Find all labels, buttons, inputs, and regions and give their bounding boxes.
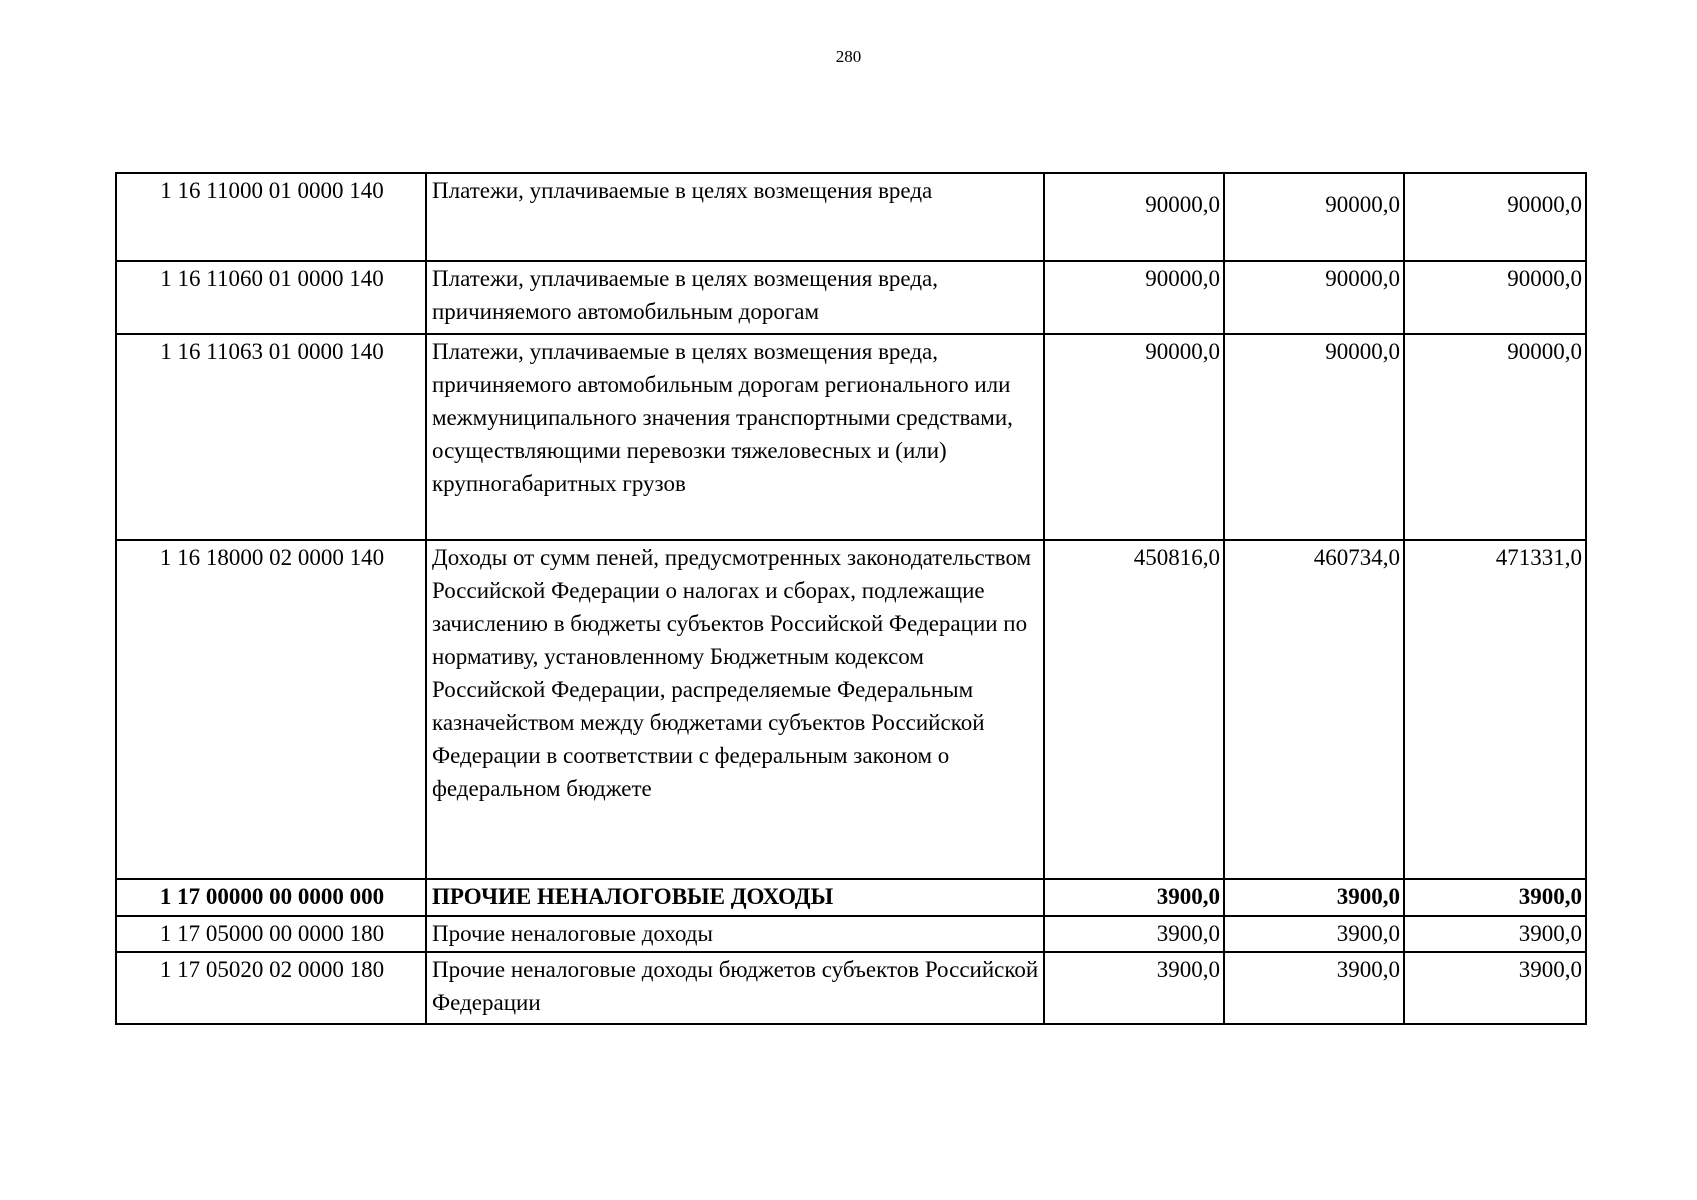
- item-name-cell: Платежи, уплачиваемые в целях возмещения вреда: [426, 173, 1044, 261]
- value-year-3-cell: 90000,0: [1404, 334, 1586, 540]
- table-row: [116, 261, 1586, 334]
- budget-code-cell: 1 17 05020 02 0000 180: [116, 952, 426, 1024]
- budget-code-cell: 1 16 11063 01 0000 140: [116, 334, 426, 540]
- item-name-cell: Платежи, уплачиваемые в целях возмещения вреда, причиняемого автомобильным дорогам регионального или межмуниципального значения транспортными средствами, осуществляющими перевозки тяжеловесных и (или) крупногабаритных грузов: [426, 334, 1044, 540]
- table-row: [116, 540, 1586, 879]
- budget-code-cell: 1 16 18000 02 0000 140: [116, 540, 426, 879]
- value-year-3-cell: 3900,0: [1404, 916, 1586, 952]
- budget-code-cell: 1 16 11000 01 0000 140: [116, 173, 426, 261]
- budget-revenue-table: [115, 172, 1587, 1025]
- item-name-cell: ПРОЧИЕ НЕНАЛОГОВЫЕ ДОХОДЫ: [426, 879, 1044, 916]
- value-year-2-cell: 3900,0: [1224, 916, 1404, 952]
- item-name-cell: Прочие неналоговые доходы: [426, 916, 1044, 952]
- value-year-2-cell: 3900,0: [1224, 952, 1404, 1024]
- value-year-1-cell: 3900,0: [1044, 952, 1224, 1024]
- item-name-cell: Прочие неналоговые доходы бюджетов субъектов Российской Федерации: [426, 952, 1044, 1024]
- budget-code-cell: 1 17 05000 00 0000 180: [116, 916, 426, 952]
- value-year-2-cell: 460734,0: [1224, 540, 1404, 879]
- table-row-section-total: [116, 879, 1586, 916]
- table-row: [116, 334, 1586, 540]
- value-year-2-cell: 90000,0: [1224, 173, 1404, 261]
- value-year-1-cell: 90000,0: [1044, 261, 1224, 334]
- value-year-3-cell: 90000,0: [1404, 173, 1586, 261]
- budget-code-cell: 1 17 00000 00 0000 000: [116, 879, 426, 916]
- value-year-2-cell: 90000,0: [1224, 261, 1404, 334]
- value-year-1-cell: 90000,0: [1044, 334, 1224, 540]
- value-year-1-cell: 90000,0: [1044, 173, 1224, 261]
- value-year-3-cell: 3900,0: [1404, 879, 1586, 916]
- value-year-2-cell: 90000,0: [1224, 334, 1404, 540]
- value-year-3-cell: 471331,0: [1404, 540, 1586, 879]
- budget-code-cell: 1 16 11060 01 0000 140: [116, 261, 426, 334]
- table-row: [116, 916, 1586, 952]
- item-name-cell: Доходы от сумм пеней, предусмотренных законодательством Российской Федерации о налогах и сборах, подлежащие зачислению в бюджеты субъектов Российской Федерации по нормативу, установленному Бюджетным кодексом Российской Федерации, распределяемые Федеральным казначейством между бюджетами субъектов Российской Федерации в соответствии с федеральным законом о федеральном бюджете: [426, 540, 1044, 879]
- value-year-3-cell: 3900,0: [1404, 952, 1586, 1024]
- value-year-1-cell: 3900,0: [1044, 916, 1224, 952]
- value-year-2-cell: 3900,0: [1224, 879, 1404, 916]
- table-row: [116, 173, 1586, 261]
- value-year-3-cell: 90000,0: [1404, 261, 1586, 334]
- table-row: [116, 952, 1586, 1024]
- item-name-cell: Платежи, уплачиваемые в целях возмещения вреда, причиняемого автомобильным дорогам: [426, 261, 1044, 334]
- value-year-1-cell: 3900,0: [1044, 879, 1224, 916]
- page-number: 280: [835, 47, 862, 66]
- value-year-1-cell: 450816,0: [1044, 540, 1224, 879]
